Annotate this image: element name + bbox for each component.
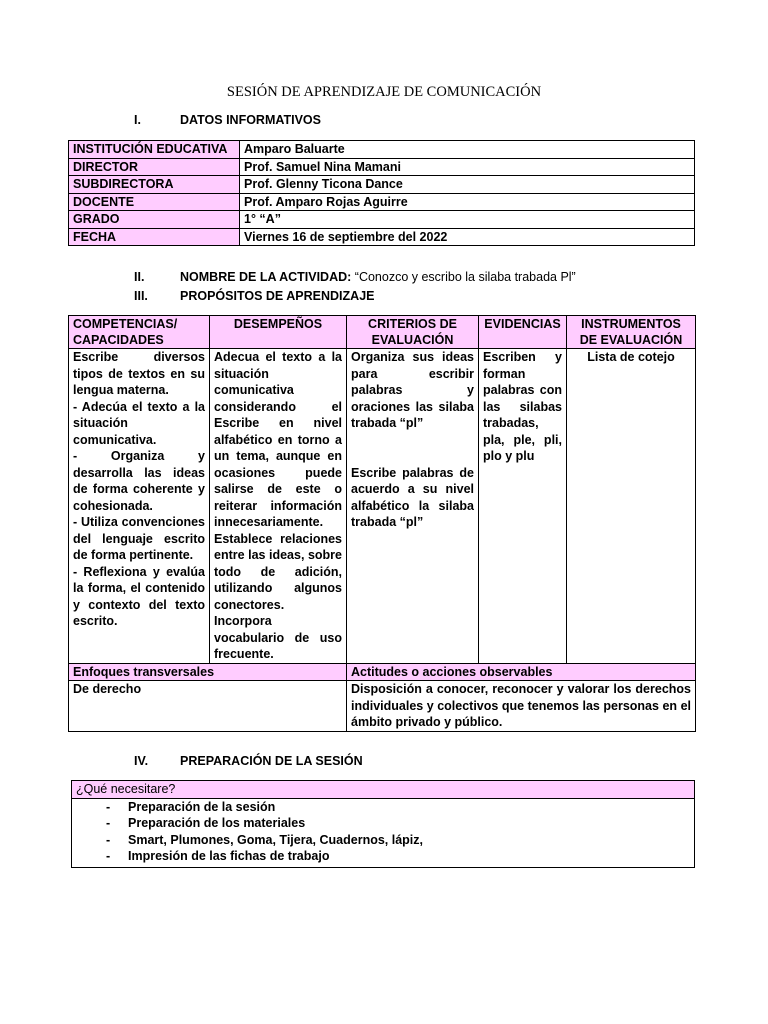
info-value: 1° “A”: [240, 211, 695, 229]
list-item-text: Preparación de los materiales: [128, 816, 306, 830]
table-row: [69, 158, 695, 176]
info-key: DIRECTOR: [69, 158, 240, 176]
column-header: EVIDENCIAS: [479, 316, 567, 349]
capacidad-item: - Utiliza convenciones del lenguaje escrito de forma pertinente.: [73, 515, 205, 562]
list-item-text: Impresión de las fichas de trabajo: [128, 849, 330, 863]
preparation-table: [71, 780, 695, 868]
section-title: DATOS INFORMATIVOS: [180, 113, 321, 127]
table-row: [69, 349, 696, 664]
table-row: [72, 798, 695, 867]
table-row: [69, 211, 695, 229]
capacidad-item: - Organiza y desarrolla las ideas de forma coherente y cohesionada.: [73, 449, 205, 513]
preparation-list: [76, 799, 690, 867]
actitud-cell: Disposición a conocer, reconocer y valorar los derechos individuales y colectivos que tenemos las personas en el ámbito privado y público.: [347, 681, 696, 732]
section-number: IV.: [134, 754, 149, 768]
table-row: [69, 193, 695, 211]
info-value: Viernes 16 de septiembre del 2022: [240, 228, 695, 246]
competencias-cell: [69, 349, 210, 664]
column-header: INSTRUMENTOS DE EVALUACIÓN: [567, 316, 696, 349]
criterios-cell: [347, 349, 479, 664]
actitudes-header: Actitudes o acciones observables: [347, 663, 696, 681]
competencies-table: [68, 315, 696, 732]
list-item: - Preparación de la sesión: [106, 799, 276, 814]
section-number: III.: [134, 289, 148, 303]
desempenos-cell: [210, 349, 347, 664]
enfoques-header: Enfoques transversales: [69, 663, 347, 681]
desempeno-item: Incorpora vocabulario de uso frecuente.: [214, 614, 342, 661]
preparation-header: ¿Qué necesitare?: [72, 781, 695, 799]
evidencias-cell: [479, 349, 567, 664]
table-header-row: [69, 316, 696, 349]
capacidad-item: - Reflexiona y evalúa la forma, el contenido y contexto del texto escrito.: [73, 564, 205, 628]
table-row: [69, 663, 696, 681]
section-title: PREPARACIÓN DE LA SESIÓN: [180, 754, 363, 768]
section-title: NOMBRE DE LA ACTIVIDAD:: [180, 270, 352, 284]
preparation-list-cell: [72, 798, 695, 867]
criterio-item: Escribe palabras de acuerdo a su nivel alfabético la silaba trabada “pl”: [351, 465, 474, 529]
section-heading-4: [134, 754, 363, 768]
desempeno-item: Adecua el texto a la situación comunicativa considerando el Escribe en nivel alfabético en torno a un tema, aunque en ocasiones puede salirse de este o reiterar información innecesariamente.: [214, 350, 342, 529]
section-heading-3: [134, 289, 374, 303]
info-key: DOCENTE: [69, 193, 240, 211]
table-row: [69, 176, 695, 194]
competencia-item: Escribe diversos tipos de textos en su lengua materna.: [73, 350, 205, 397]
table-row: [69, 141, 695, 159]
info-value: Prof. Glenny Ticona Dance: [240, 176, 695, 194]
section-number: I.: [134, 113, 141, 127]
enfoque-cell: De derecho: [69, 681, 347, 732]
info-key: INSTITUCIÓN EDUCATIVA: [69, 141, 240, 159]
table-row: [72, 781, 695, 799]
column-header: DESEMPEÑOS: [210, 316, 347, 349]
instrumentos-cell: Lista de cotejo: [567, 349, 696, 664]
list-item: - Smart, Plumones, Goma, Tijera, Cuadernos, lápiz,: [106, 832, 423, 847]
info-value: Amparo Baluarte: [240, 141, 695, 159]
column-header: COMPETENCIAS/ CAPACIDADES: [69, 316, 210, 349]
table-row: [69, 228, 695, 246]
info-key: FECHA: [69, 228, 240, 246]
section-title: PROPÓSITOS DE APRENDIZAJE: [180, 289, 375, 303]
info-key: SUBDIRECTORA: [69, 176, 240, 194]
list-item: - Preparación de los materiales: [106, 816, 306, 830]
list-item-text: Smart, Plumones, Goma, Tijera, Cuadernos, lápiz,: [128, 832, 423, 847]
list-item-text: Preparación de la sesión: [128, 799, 276, 814]
desempeno-item: Establece relaciones entre las ideas, sobre todo de adición, utilizando algunos conectores.: [214, 531, 342, 612]
table-row: [69, 681, 696, 732]
activity-name: “Conozco y escribo la silaba trabada Pl”: [354, 270, 576, 284]
criterio-item: Organiza sus ideas para escribir palabras y oraciones las silaba trabada “pl”: [351, 350, 474, 430]
evidencia-item: Escriben y forman palabras con las silabas trabadas, pla, ple, pli, plo y plu: [483, 350, 562, 463]
column-header: CRITERIOS DE EVALUACIÓN: [347, 316, 479, 349]
info-value: Prof. Amparo Rojas Aguirre: [240, 193, 695, 211]
info-value: Prof. Samuel Nina Mamani: [240, 158, 695, 176]
section-number: II.: [134, 270, 145, 284]
page-title: SESIÓN DE APRENDIZAJE DE COMUNICACIÓN: [226, 84, 542, 100]
list-item: - Impresión de las fichas de trabajo: [106, 849, 330, 863]
info-key: GRADO: [69, 211, 240, 229]
section-heading-2: [134, 270, 576, 284]
info-table: [68, 140, 695, 246]
section-heading-1: [134, 113, 321, 127]
capacidad-item: - Adecúa el texto a la situación comunicativa.: [73, 399, 205, 447]
